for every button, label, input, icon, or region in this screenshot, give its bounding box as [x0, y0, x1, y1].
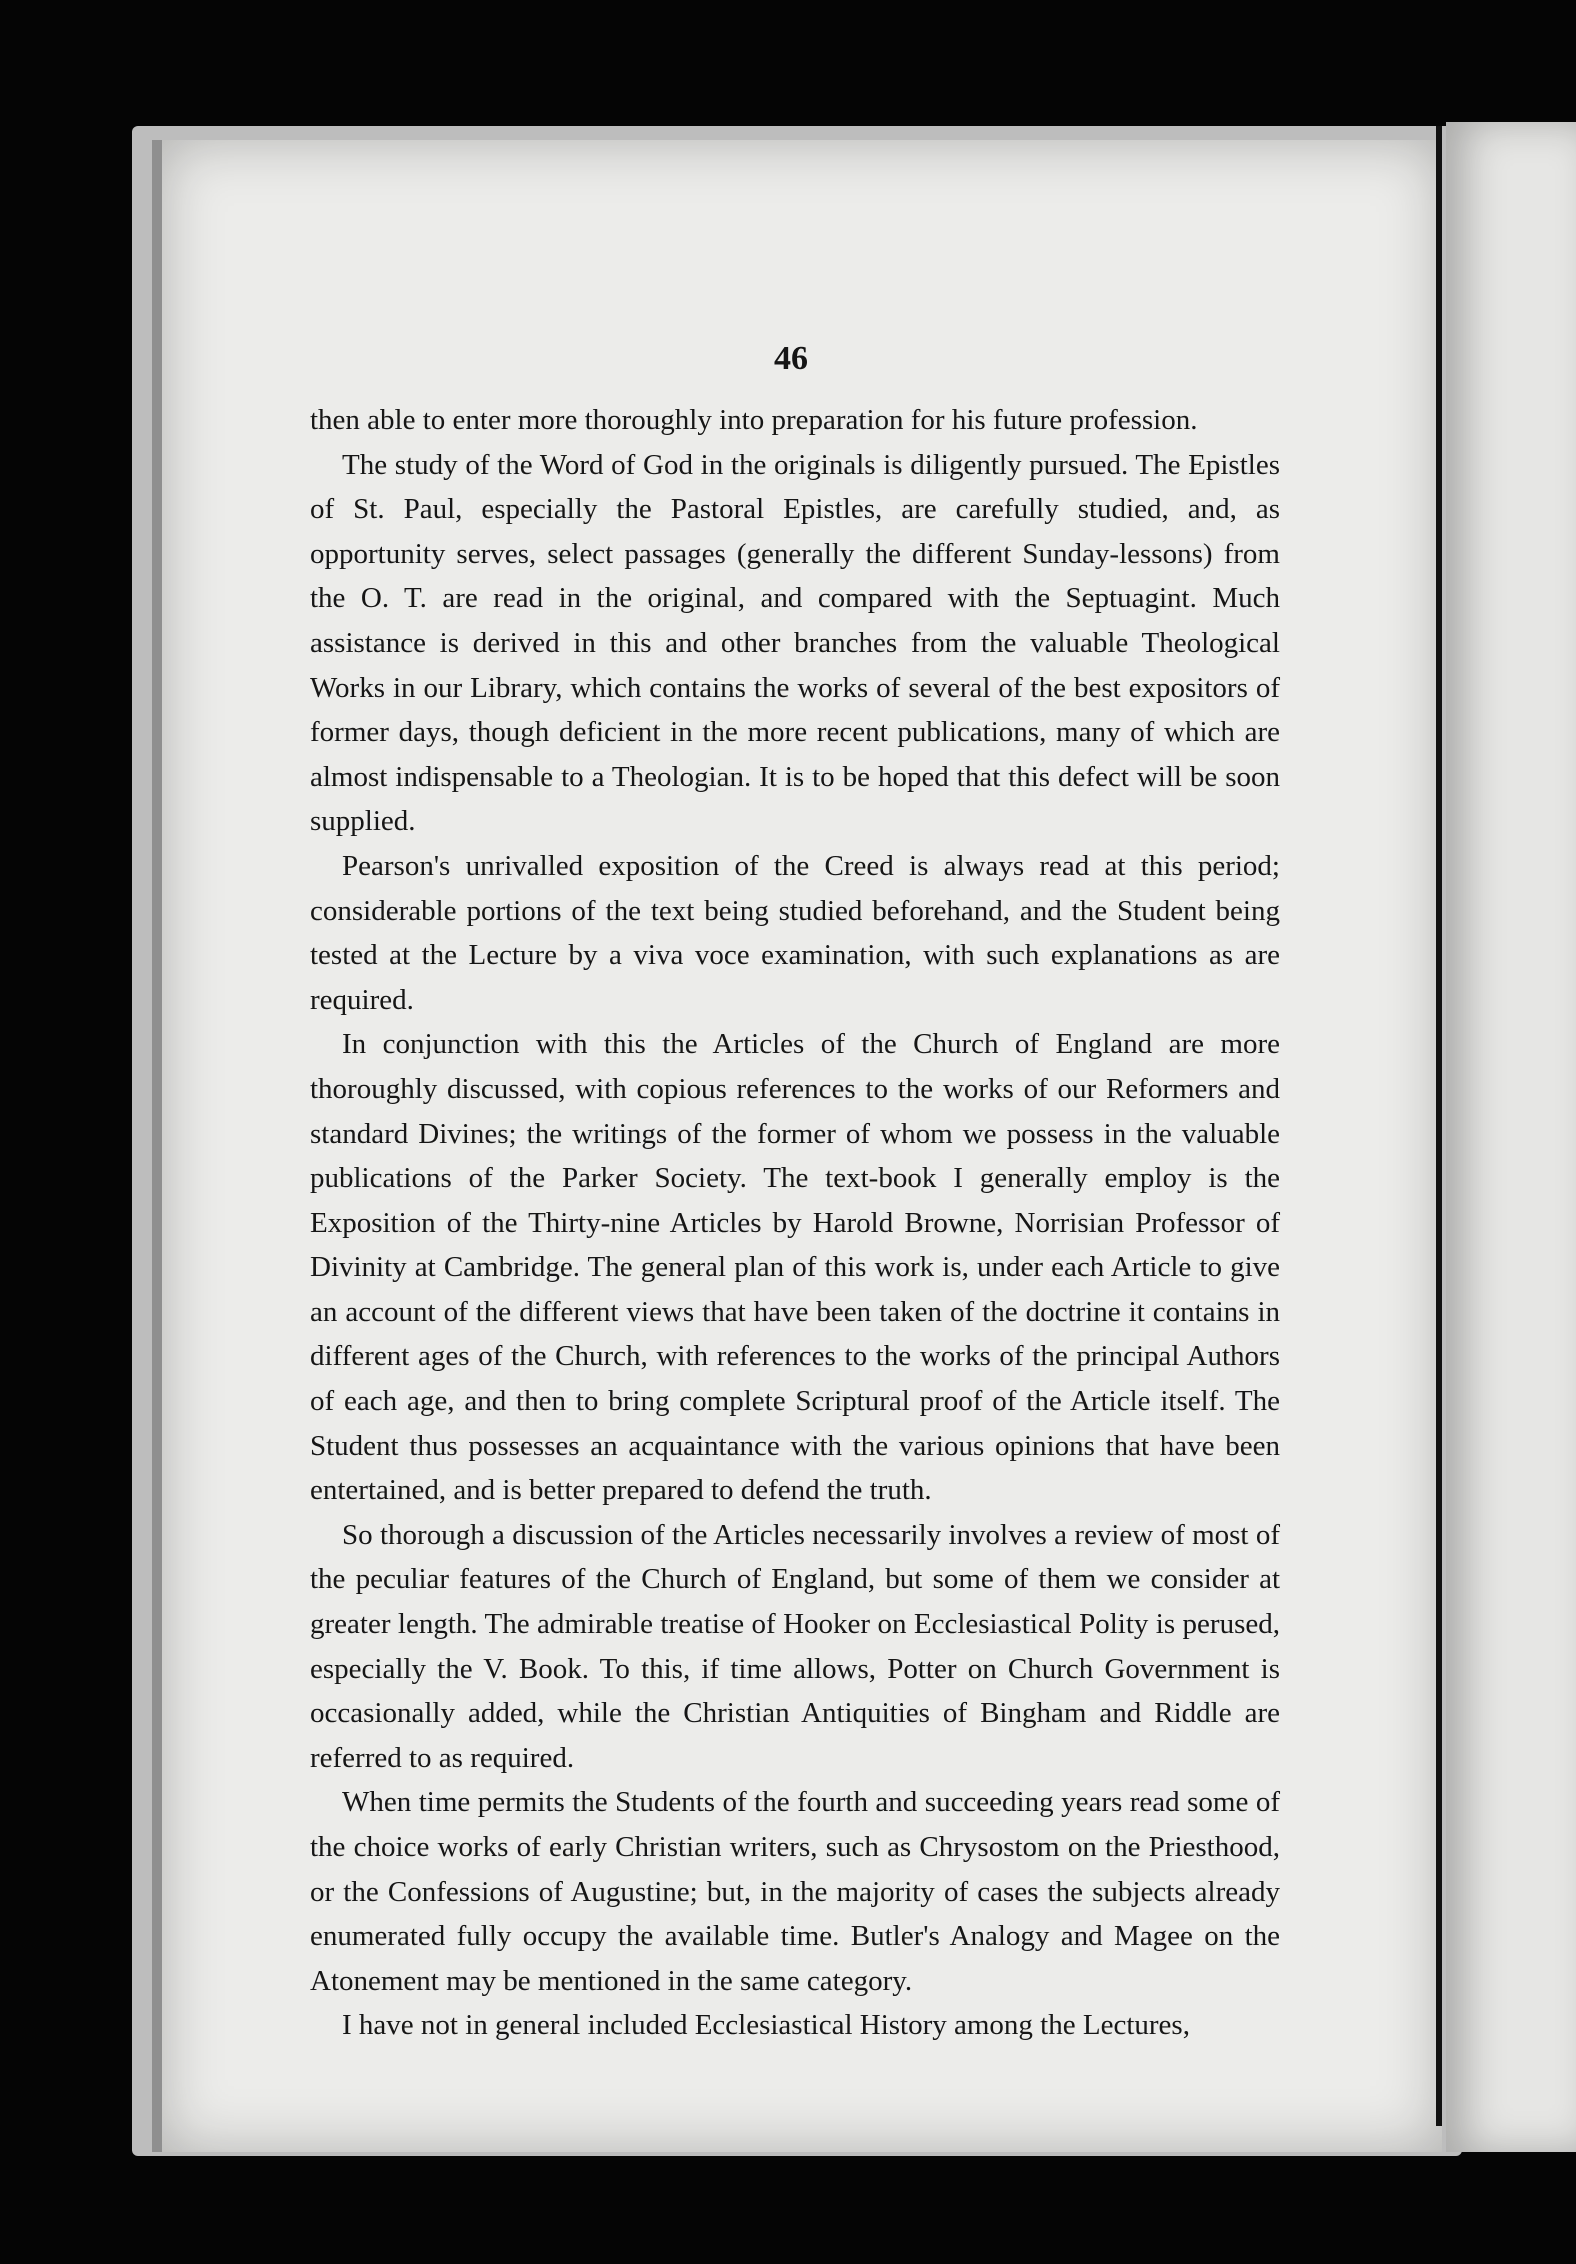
- paragraph: So thorough a discussion of the Articles necessarily involves a review of most of the peculiar features of the Church of England, but some of them we consider at greater length. The admirable treatise of Hooker on Ecclesiastical Polity is perused, especially the V. Book. To this, if time allows, Potter on Church Government is occasionally added, while the Christian Antiquities of Bingham and Riddle are referred to as required.: [310, 1518, 1280, 1774]
- paragraph: In conjunction with this the Articles of the Church of England are more thoroughly discussed, with copious references to the works of our Reformers and standard Divines; the writings of the former of whom we possess in the valuable publications of the Parker Society. The text-book I generally employ is the Exposition of the Thirty-nine Articles by Harold Browne, Norrisian Professor of Divinity at Cambridge. The general plan of this work is, under each Article to give an account of the different views that have been taken of the doctrine it contains in different ages of the Church, with references to the works of the principal Authors of each age, and then to bring complete Scriptural proof of the Article itself. The Student thus possesses an acquaintance with the various opinions that have been entertained, and is better prepared to defend the truth.: [310, 1028, 1280, 1507]
- paragraph: Pearson's unrivalled exposition of the Creed is always read at this period; considerable portions of the text being studied beforehand, and the Student being tested at the Lecture by a viva voce examination, with such explanations as are required.: [310, 849, 1280, 1016]
- paragraph: The study of the Word of God in the originals is diligently pursued. The Epistles of St. Paul, especially the Pastoral Epistles, are carefully studied, and, as opportunity serves, select passages (generally the different Sunday-lessons) from the O. T. are read in the original, and compared with the Septuagint. Much assistance is derived in this and other branches from the valuable Theological Works in our Library, which contains the works of several of the best expositors of former days, though deficient in the more recent publications, many of which are almost indispensable to a Theologian. It is to be hoped that this defect will be soon supplied.: [310, 448, 1280, 838]
- paragraph: then able to enter more thoroughly into preparation for his future profession.: [310, 404, 1198, 436]
- binding-gutter: [1436, 126, 1442, 2126]
- paragraph: I have not in general included Ecclesiastical History among the Lectures,: [342, 2009, 1190, 2042]
- page-number: 46: [774, 340, 808, 377]
- paragraph: When time permits the Students of the fourth and succeeding years read some of the choice works of early Christian writers, such as Chrysostom on the Priesthood, or the Confessions of Augustine; but, in the majority of cases the subjects already enumerated fully occupy the available time. Butler's Analogy and Magee on the Atonement may be mentioned in the same category.: [310, 1786, 1280, 1997]
- body-text: [310, 398, 1280, 2048]
- facing-page-edge: [1446, 122, 1576, 2152]
